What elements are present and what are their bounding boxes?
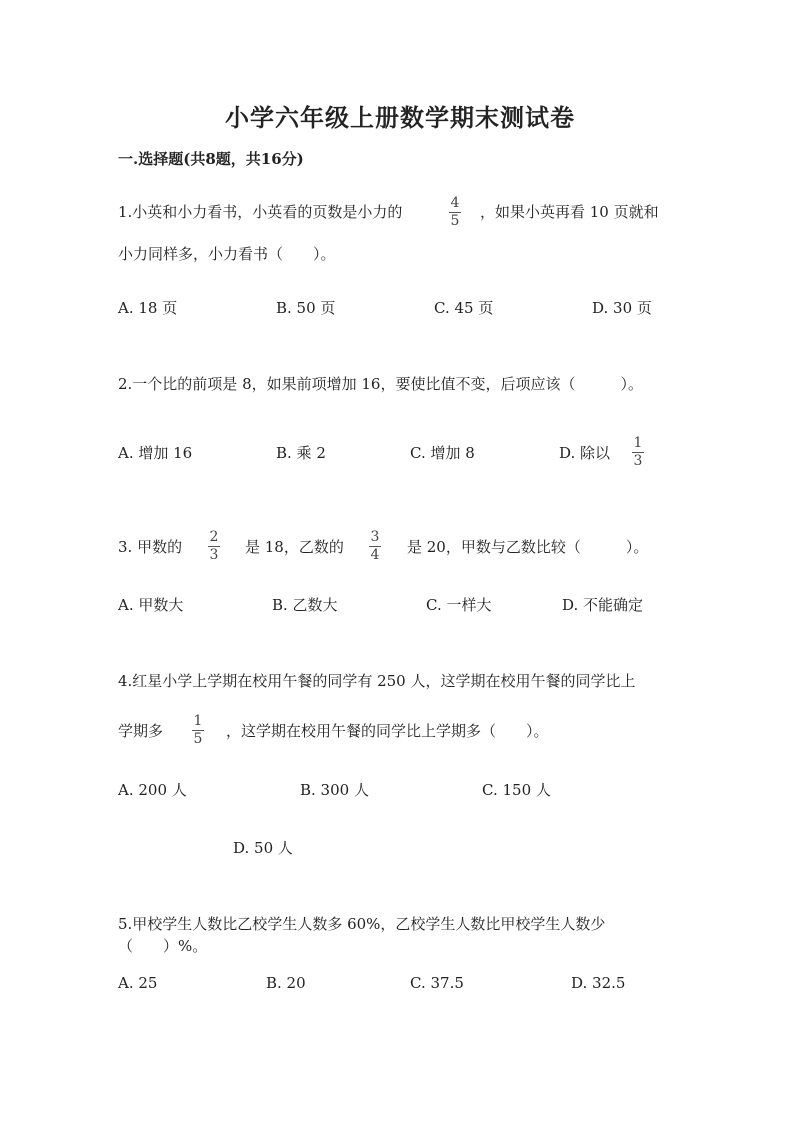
question-3-option-a[interactable]: A. 甲数大: [118, 596, 184, 614]
question-4-text-line1: 4.红星小学上学期在校用午餐的同学有 250 人，这学期在校用午餐的同学比上: [118, 672, 636, 690]
section-heading: 一.选择题(共8题，共16分): [118, 150, 304, 168]
question-5-text-line2: （ ）%。: [118, 937, 208, 955]
question-5-option-d[interactable]: D. 32.5: [571, 974, 626, 992]
question-3-option-c[interactable]: C. 一样大: [426, 596, 492, 614]
question-3-fraction-1: [208, 530, 220, 563]
question-3-fraction-2: [369, 530, 381, 563]
page-title: 小学六年级上册数学期末测试卷: [225, 103, 575, 132]
question-3-option-d[interactable]: D. 不能确定: [562, 596, 644, 614]
question-3-text-b: 是 18，乙数的: [245, 538, 344, 556]
question-1-option-d[interactable]: D. 30 页: [592, 299, 652, 317]
question-4-text-line2-b: ，这学期在校用午餐的同学比上学期多（ ）。: [226, 722, 549, 740]
question-5-option-c[interactable]: C. 37.5: [410, 974, 464, 992]
question-4-option-c[interactable]: C. 150 人: [482, 781, 551, 799]
question-2-option-a[interactable]: A. 增加 16: [118, 444, 193, 462]
question-1-text-line2: 小力同样多，小力看书（ ）。: [118, 245, 336, 263]
question-3-text-a: 3. 甲数的: [118, 538, 183, 556]
question-4-fraction: [192, 714, 204, 747]
question-4-option-d[interactable]: D. 50 人: [233, 839, 293, 857]
question-1-text-a: 1.小英和小力看书，小英看的页数是小力的: [118, 203, 403, 221]
question-4-text-line2-a: 学期多: [118, 722, 164, 740]
question-3-option-b[interactable]: B. 乙数大: [272, 596, 338, 614]
fraction-numerator: 1: [633, 435, 643, 451]
question-2-text: 2.一个比的前项是 8，如果前项增加 16，要使比值不变，后项应该（ ）。: [118, 375, 643, 393]
fraction-denominator: 4: [370, 547, 380, 563]
question-5-text-line1: 5.甲校学生人数比乙校学生人数多 60%，乙校学生人数比甲校学生人数少: [118, 915, 606, 933]
question-1-option-a[interactable]: A. 18 页: [118, 299, 178, 317]
fraction-denominator: 5: [193, 731, 203, 747]
question-4-option-b[interactable]: B. 300 人: [300, 781, 369, 799]
question-2-option-c[interactable]: C. 增加 8: [410, 444, 475, 462]
fraction-numerator: 3: [370, 529, 380, 545]
fraction-denominator: 3: [633, 453, 643, 469]
question-1-option-b[interactable]: B. 50 页: [276, 299, 336, 317]
question-5-option-a[interactable]: A. 25: [118, 974, 158, 992]
question-3-text-c: 是 20，甲数与乙数比较（ ）。: [407, 538, 649, 556]
question-2-option-d-fraction: [632, 436, 644, 469]
question-5-option-b[interactable]: B. 20: [266, 974, 306, 992]
question-1-option-c[interactable]: C. 45 页: [434, 299, 494, 317]
question-2-option-b[interactable]: B. 乘 2: [276, 444, 326, 462]
fraction-denominator: 5: [450, 213, 460, 229]
question-1-text-b: ，如果小英再看 10 页就和: [480, 203, 659, 221]
fraction-numerator: 4: [450, 195, 460, 211]
fraction-numerator: 1: [193, 713, 203, 729]
question-1-fraction: [449, 196, 461, 229]
question-4-option-a[interactable]: A. 200 人: [118, 781, 187, 799]
fraction-numerator: 2: [209, 529, 219, 545]
fraction-denominator: 3: [209, 547, 219, 563]
question-2-option-d[interactable]: D. 除以: [559, 444, 611, 462]
